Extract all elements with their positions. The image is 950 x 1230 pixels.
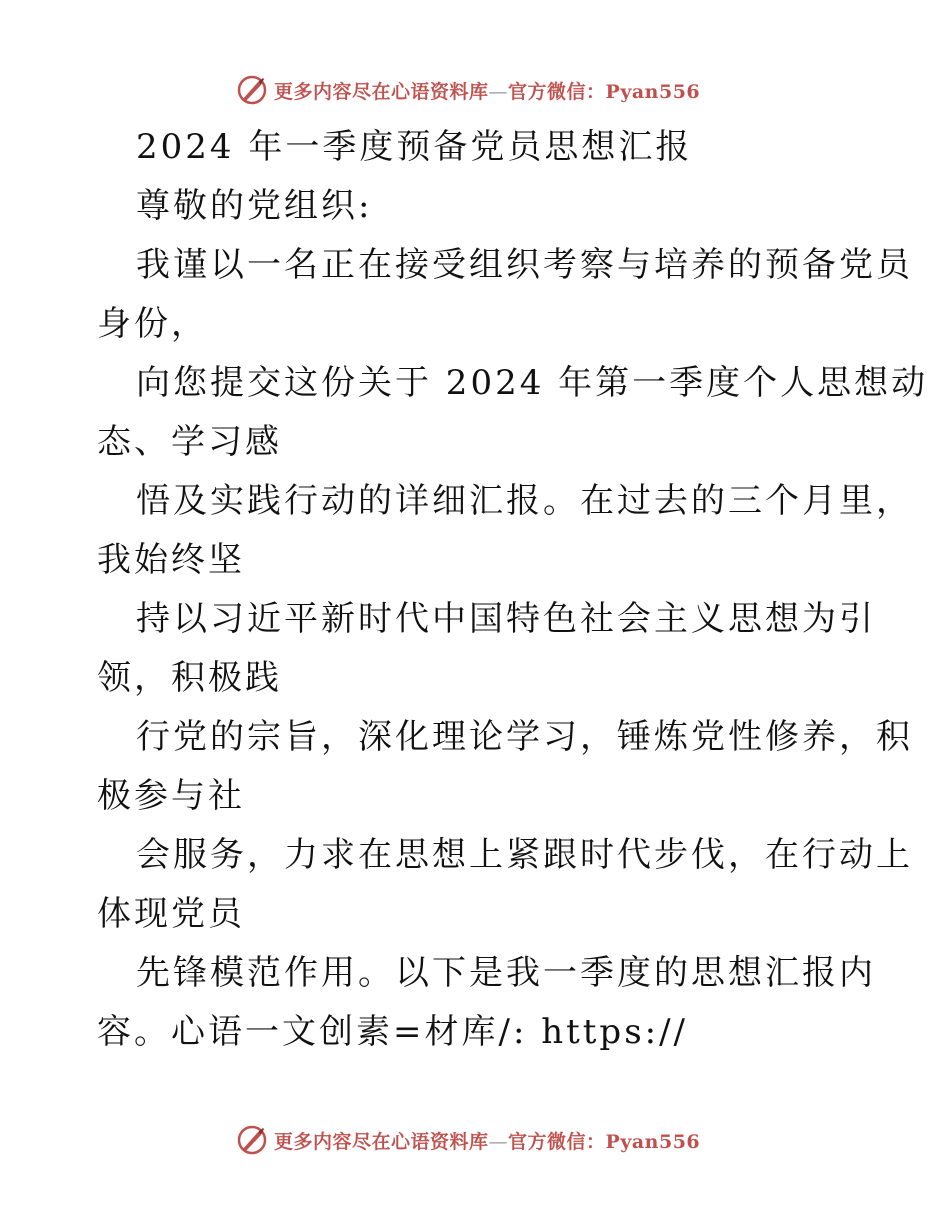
- wechat-id: Pyan556: [605, 80, 701, 103]
- paragraph-line: 行党的宗旨，深化理论学习，锤炼党性修养，积: [136, 717, 913, 757]
- paragraph-line: 先锋模范作用。以下是我一季度的思想汇报内: [136, 953, 876, 993]
- footer-banner: [0, 1120, 950, 1160]
- brand-text: 更多内容尽在心语资料库: [274, 1130, 489, 1153]
- paragraph-line: 我谨以一名正在接受组织考察与培养的预备党员: [136, 245, 913, 285]
- banner-dash: —: [488, 1130, 509, 1153]
- paragraph-line: 悟及实践行动的详细汇报。在过去的三个月里，: [136, 481, 913, 521]
- banner-text: [274, 1127, 700, 1154]
- brand-text: 更多内容尽在心语资料库: [274, 80, 489, 103]
- banner-dash: —: [488, 80, 509, 103]
- document-title: 2024 年一季度预备党员思想汇报: [136, 127, 693, 167]
- wechat-label: 官方微信：: [508, 80, 606, 103]
- paragraph-line: 领，积极践: [97, 658, 282, 698]
- quill-logo-icon: [236, 1124, 268, 1156]
- paragraph-line: 体现党员: [97, 894, 245, 934]
- paragraph-line: 身份，: [97, 304, 208, 344]
- paragraph-line: 容。心语一文创素=材库/: https://: [97, 1012, 689, 1052]
- wechat-label: 官方微信：: [508, 1130, 606, 1153]
- paragraph-line: 持以习近平新时代中国特色社会主义思想为引: [136, 599, 876, 639]
- paragraph-line: 我始终坚: [97, 540, 245, 580]
- salutation: 尊敬的党组织:: [136, 186, 373, 226]
- paragraph-line: 会服务，力求在思想上紧跟时代步伐，在行动上: [136, 835, 913, 875]
- paragraph-line: 向您提交这份关于 2024 年第一季度个人思想动: [136, 363, 929, 403]
- paragraph-line: 态、学习感: [97, 422, 282, 462]
- wechat-id: Pyan556: [605, 1130, 701, 1153]
- paragraph-line: 极参与社: [97, 776, 245, 816]
